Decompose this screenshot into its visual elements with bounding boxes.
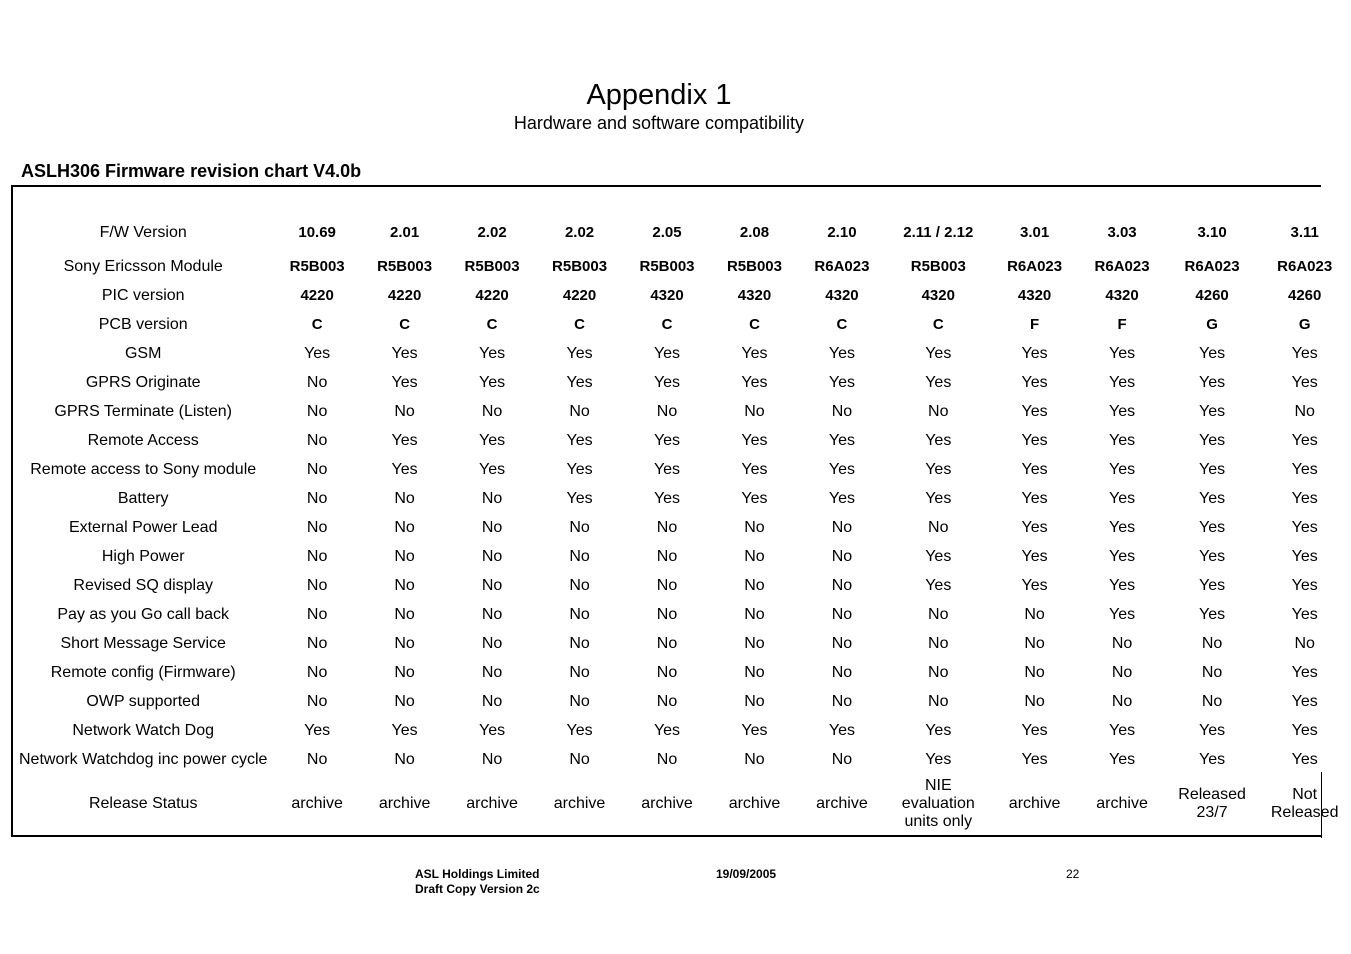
table-row: [13, 484, 1351, 513]
table-cell: Yes: [653, 431, 681, 449]
table-cell: No: [656, 576, 678, 594]
table-cell: 2.05: [652, 224, 682, 241]
footer-draft-version: Draft Copy Version 2c: [415, 882, 540, 896]
table-cell: No: [831, 518, 853, 536]
table-cell: No: [394, 605, 415, 623]
table-cell: Yes: [741, 344, 768, 362]
table-cell: Yes: [1021, 460, 1048, 478]
table-cell: Yes: [1021, 344, 1048, 362]
table-cell: Yes: [1021, 373, 1048, 391]
table-cell: No: [744, 663, 765, 681]
table-cell: No: [1201, 634, 1223, 652]
row-label: Network Watch Dog: [72, 721, 215, 739]
table-cell: Yes: [566, 721, 593, 739]
table-cell: Yes: [391, 344, 418, 362]
table-cell: R5B003: [289, 257, 345, 275]
table-cell: Yes: [741, 489, 768, 507]
table-cell: No: [569, 576, 590, 594]
table-cell: Yes: [479, 460, 506, 478]
table-cell: Yes: [1199, 489, 1226, 507]
table-cell: Yes: [391, 460, 418, 478]
footer-company: ASL Holdings Limited: [415, 867, 540, 881]
table-cell: No: [394, 402, 415, 420]
table-cell: No: [744, 576, 765, 594]
table-cell: Yes: [1199, 460, 1226, 478]
row-label: PIC version: [101, 286, 185, 304]
table-row: [13, 513, 1351, 542]
table-cell: No: [1024, 663, 1045, 681]
table-cell: No: [569, 518, 590, 536]
table-row: [13, 687, 1351, 716]
table-cell: Yes: [653, 373, 681, 391]
table-cell: No: [394, 663, 415, 681]
table-cell: No: [306, 431, 328, 449]
table-cell: Yes: [1291, 605, 1318, 623]
table-cell: archive: [466, 795, 518, 812]
table-row: [13, 339, 1351, 368]
table-cell: 4320: [650, 286, 684, 304]
table-cell: Yes: [1291, 692, 1318, 710]
table-cell: No: [481, 518, 503, 536]
table-cell: 2.11 / 2.12: [903, 224, 974, 241]
table-cell: 2.01: [390, 224, 420, 241]
table-cell: No: [1201, 663, 1223, 681]
row-label: F/W Version: [99, 224, 187, 241]
table-cell: No: [569, 634, 590, 652]
row-label: External Power Lead: [68, 518, 218, 536]
row-label: Battery: [117, 489, 169, 507]
table-cell: 3.11: [1290, 224, 1319, 241]
table-cell: F: [1030, 315, 1040, 333]
table-cell: 2.02: [477, 224, 507, 241]
table-cell: No: [481, 663, 503, 681]
table-cell: No: [744, 634, 765, 652]
table-cell: No: [656, 663, 678, 681]
table-cell: Yes: [1199, 373, 1226, 391]
table-row: [13, 629, 1351, 658]
table-cell: Yes: [741, 431, 768, 449]
table-cell: No: [306, 547, 328, 565]
table-cell: Yes: [1109, 489, 1136, 507]
table-cell: No: [831, 576, 853, 594]
table-cell: Yes: [828, 460, 855, 478]
table-cell: No: [1111, 692, 1133, 710]
table-cell: Yes: [479, 373, 506, 391]
table-cell: Yes: [828, 373, 855, 391]
table-cell: No: [744, 605, 765, 623]
table-cell: No: [306, 634, 328, 652]
table-cell: No: [306, 692, 328, 710]
table-cell: No: [481, 605, 503, 623]
table-row: [13, 310, 1351, 339]
table-cell: Yes: [925, 344, 952, 362]
chart-title: ASLH306 Firmware revision chart V4.0b: [21, 161, 362, 181]
table-cell: No: [306, 663, 328, 681]
table-cell: Yes: [925, 489, 952, 507]
table-cell: No: [481, 692, 503, 710]
table-cell: C: [836, 315, 848, 333]
row-label: PCB version: [98, 315, 188, 333]
table-cell: 2.02: [564, 224, 595, 241]
table-cell: 4320: [737, 286, 772, 304]
table-cell: C: [661, 315, 673, 333]
table-cell: Yes: [653, 344, 681, 362]
table-cell: Yes: [1199, 402, 1226, 420]
table-cell: Yes: [925, 576, 952, 594]
table-cell: Yes: [741, 373, 768, 391]
table-cell: No: [928, 663, 949, 681]
table-row: [13, 214, 1351, 252]
table-cell: No: [306, 489, 328, 507]
compatibility-table: [13, 214, 1351, 834]
table-cell: Yes: [1109, 460, 1136, 478]
table-cell: Yes: [566, 431, 593, 449]
table-cell: Yes: [1109, 605, 1136, 623]
table-cell: Yes: [391, 721, 418, 739]
table-cell: 2.08: [739, 224, 770, 241]
table-cell: Yes: [653, 460, 681, 478]
table-cell: Yes: [1021, 518, 1048, 536]
table-cell: No: [656, 692, 678, 710]
row-label: GPRS Originate: [85, 373, 201, 391]
table-cell: Yes: [1291, 460, 1318, 478]
table-cell: 10.69: [298, 224, 336, 241]
table-cell: No: [306, 605, 328, 623]
table-cell: Yes: [925, 721, 952, 739]
table-cell: Yes: [925, 750, 952, 768]
table-cell: No: [831, 634, 853, 652]
table-cell: Yes: [828, 344, 855, 362]
table-cell: No: [569, 547, 590, 565]
table-cell: Yes: [1291, 489, 1318, 507]
table-cell: Yes: [828, 489, 855, 507]
table-cell: 4320: [1017, 286, 1052, 304]
table-cell: No: [1111, 634, 1133, 652]
table-row: [13, 774, 1351, 834]
table-cell: Yes: [304, 344, 331, 362]
table-cell: No: [656, 750, 678, 768]
table-cell: archive: [553, 795, 606, 812]
table-cell: Yes: [741, 460, 768, 478]
table-cell: 3.01: [1019, 224, 1050, 241]
row-label: Network Watchdog inc power cycle: [19, 750, 268, 768]
table-cell: Yes: [566, 460, 593, 478]
row-label: High Power: [101, 547, 185, 565]
footer-company-block: [415, 867, 540, 897]
table-cell: No: [306, 373, 328, 391]
footer-page-number: 22: [1066, 867, 1080, 881]
table-cell: Yes: [1021, 402, 1048, 420]
table-cell: No: [831, 402, 853, 420]
table-cell: No: [394, 750, 415, 768]
table-row: [13, 571, 1351, 600]
table-cell: No: [481, 547, 503, 565]
table-cell: archive: [1008, 795, 1061, 812]
table-row: [13, 397, 1351, 426]
table-row: [13, 658, 1351, 687]
table-cell: R5B003: [910, 257, 966, 275]
table-cell: archive: [728, 795, 781, 812]
table-cell: Yes: [653, 721, 681, 739]
table-cell: Yes: [1109, 518, 1136, 536]
table-cell: No: [394, 489, 415, 507]
table-cell: Yes: [566, 489, 593, 507]
table-cell: No: [928, 692, 949, 710]
table-cell: No: [481, 634, 503, 652]
table-cell: R6A023: [1277, 257, 1333, 275]
table-cell: No: [306, 460, 328, 478]
table-cell: Yes: [925, 431, 952, 449]
table-cell: Yes: [1199, 547, 1226, 565]
row-label: Revised SQ display: [73, 576, 214, 594]
table-cell: No: [481, 576, 503, 594]
table-cell: No: [1294, 402, 1315, 420]
table-row: [13, 745, 1351, 774]
table-cell: archive: [378, 795, 431, 812]
table-cell: No: [744, 402, 765, 420]
table-cell: Yes: [1109, 402, 1136, 420]
table-cell: R5B003: [377, 257, 433, 275]
table-cell: No: [481, 489, 503, 507]
table-cell: 4220: [387, 286, 422, 304]
table-cell: No: [744, 692, 765, 710]
table-cell: Yes: [1291, 750, 1318, 768]
table-cell: No: [394, 692, 415, 710]
table-cell: No: [656, 518, 678, 536]
table-cell: archive: [291, 795, 343, 812]
table-cell: Yes: [925, 547, 952, 565]
row-label: Pay as you Go call back: [57, 605, 230, 623]
table-cell: Yes: [925, 460, 952, 478]
table-cell: 4320: [1105, 286, 1139, 304]
table-cell: Yes: [828, 721, 855, 739]
table-cell: Yes: [1199, 750, 1226, 768]
table-cell: No: [481, 402, 503, 420]
table-cell: 3.10: [1197, 224, 1227, 241]
table-cell: archive: [641, 795, 693, 812]
table-cell: C: [399, 315, 411, 333]
table-cell: 3.03: [1107, 224, 1137, 241]
table-cell: Yes: [1109, 373, 1136, 391]
table-cell: 4220: [300, 286, 334, 304]
table-cell: No: [831, 692, 853, 710]
table-cell: Yes: [566, 373, 593, 391]
table-cell: R6A023: [1184, 257, 1240, 275]
table-cell: Yes: [479, 344, 506, 362]
table-row: [13, 281, 1351, 310]
table-cell: No: [394, 576, 415, 594]
table-cell: Yes: [1199, 605, 1226, 623]
table-cell: R6A023: [814, 257, 870, 275]
table-cell: 2.10: [827, 224, 857, 241]
table-cell: No: [481, 750, 503, 768]
table-cell: Not Released: [1270, 786, 1339, 821]
table-cell: No: [831, 605, 853, 623]
table-cell: No: [1024, 634, 1045, 652]
table-cell: C: [486, 315, 498, 333]
table-cell: Yes: [1291, 344, 1318, 362]
table-cell: No: [306, 402, 328, 420]
table-cell: 4220: [562, 286, 597, 304]
row-label: OWP supported: [86, 692, 200, 710]
table-cell: No: [1024, 692, 1045, 710]
table-cell: Yes: [1291, 576, 1318, 594]
table-cell: Yes: [1021, 547, 1048, 565]
table-cell: No: [744, 750, 765, 768]
table-cell: Yes: [1021, 750, 1048, 768]
table-cell: Yes: [1199, 721, 1226, 739]
table-cell: 4260: [1287, 286, 1322, 304]
table-cell: No: [569, 402, 590, 420]
table-cell: No: [394, 634, 415, 652]
table-cell: No: [928, 634, 949, 652]
table-cell: C: [574, 315, 585, 333]
table-cell: R5B003: [464, 257, 520, 275]
table-cell: R6A023: [1007, 257, 1063, 275]
table-cell: No: [831, 547, 853, 565]
table-cell: Yes: [1109, 431, 1136, 449]
table-row: [13, 716, 1351, 745]
table-cell: R5B003: [639, 257, 695, 275]
table-cell: Yes: [304, 721, 331, 739]
table-cell: R5B003: [552, 257, 608, 275]
table-cell: Yes: [1199, 576, 1226, 594]
table-cell: No: [306, 750, 328, 768]
table-row: [13, 600, 1351, 629]
table-cell: Yes: [1109, 750, 1136, 768]
row-label: Remote access to Sony module: [30, 460, 257, 478]
table-cell: No: [831, 750, 853, 768]
table-cell: 4320: [825, 286, 859, 304]
table-cell: No: [928, 518, 949, 536]
table-cell: Yes: [1291, 373, 1318, 391]
table-row: [13, 252, 1351, 281]
table-cell: Yes: [1109, 547, 1136, 565]
row-label: Release Status: [88, 795, 198, 812]
table-cell: No: [569, 605, 590, 623]
table-cell: Yes: [1291, 721, 1318, 739]
table-cell: No: [928, 605, 949, 623]
table-cell: Yes: [1109, 344, 1136, 362]
table-cell: No: [1201, 692, 1223, 710]
table-cell: C: [932, 315, 944, 333]
table-cell: Yes: [1199, 431, 1226, 449]
table-cell: No: [306, 518, 328, 536]
table-cell: No: [1111, 663, 1133, 681]
table-cell: Yes: [391, 373, 418, 391]
table-cell: No: [1024, 605, 1045, 623]
table-cell: Yes: [925, 373, 952, 391]
table-cell: Yes: [1291, 663, 1318, 681]
row-label: Remote Access: [87, 431, 199, 449]
footer-date: 19/09/2005: [716, 867, 777, 881]
table-row: [13, 455, 1351, 484]
table-cell: 4260: [1195, 286, 1229, 304]
table-cell: No: [831, 663, 853, 681]
page-subtitle: Hardware and software compatibility: [513, 113, 805, 133]
table-cell: NIE evaluation units only: [901, 777, 975, 830]
table-cell: No: [744, 547, 765, 565]
table-cell: C: [311, 315, 323, 333]
row-label: Remote config (Firmware): [50, 663, 236, 681]
row-label: Short Message Service: [60, 634, 226, 652]
table-cell: R5B003: [726, 257, 782, 275]
table-cell: No: [569, 663, 590, 681]
table-cell: Yes: [1291, 431, 1318, 449]
table-cell: No: [656, 402, 678, 420]
row-label: GSM: [124, 344, 162, 362]
table-cell: No: [394, 547, 415, 565]
table-cell: Yes: [653, 489, 681, 507]
table-cell: archive: [816, 795, 868, 812]
table-cell: Yes: [1109, 721, 1136, 739]
table-cell: C: [749, 315, 760, 333]
table-cell: Yes: [479, 431, 506, 449]
table-cell: 4220: [475, 286, 509, 304]
table-cell: No: [656, 547, 678, 565]
table-cell: Yes: [479, 721, 506, 739]
table-row: [13, 426, 1351, 455]
table-cell: Yes: [391, 431, 418, 449]
table-cell: Yes: [566, 344, 593, 362]
table-cell: No: [306, 576, 328, 594]
table-cell: Yes: [1199, 344, 1226, 362]
table-cell: No: [569, 750, 590, 768]
table-cell: Yes: [1021, 431, 1048, 449]
table-cell: 4320: [921, 286, 955, 304]
table-cell: R6A023: [1094, 257, 1150, 275]
table-cell: Yes: [1021, 576, 1048, 594]
table-cell: F: [1117, 315, 1127, 333]
row-label: Sony Ericsson Module: [63, 257, 223, 275]
table-cell: No: [394, 518, 415, 536]
table-cell: No: [744, 518, 765, 536]
table-row: [13, 368, 1351, 397]
table-cell: Yes: [828, 431, 855, 449]
table-cell: G: [1298, 315, 1311, 333]
table-row: [13, 542, 1351, 571]
page-title: Appendix 1: [586, 79, 732, 111]
table-cell: No: [1294, 634, 1315, 652]
table-cell: Yes: [1021, 721, 1048, 739]
table-cell: Yes: [1021, 489, 1048, 507]
table-cell: Yes: [1291, 547, 1318, 565]
table-cell: Yes: [1291, 518, 1318, 536]
table-cell: No: [928, 402, 949, 420]
row-label: GPRS Terminate (Listen): [54, 402, 232, 420]
table-cell: Yes: [741, 721, 768, 739]
table-cell: Yes: [1199, 518, 1226, 536]
table-cell: No: [569, 692, 590, 710]
table-cell: G: [1206, 315, 1218, 333]
table-cell: Yes: [1109, 576, 1136, 594]
table-cell: No: [656, 605, 678, 623]
table-cell: archive: [1096, 795, 1148, 812]
table-cell: No: [656, 634, 678, 652]
table-cell: Released 23/7: [1178, 786, 1246, 821]
